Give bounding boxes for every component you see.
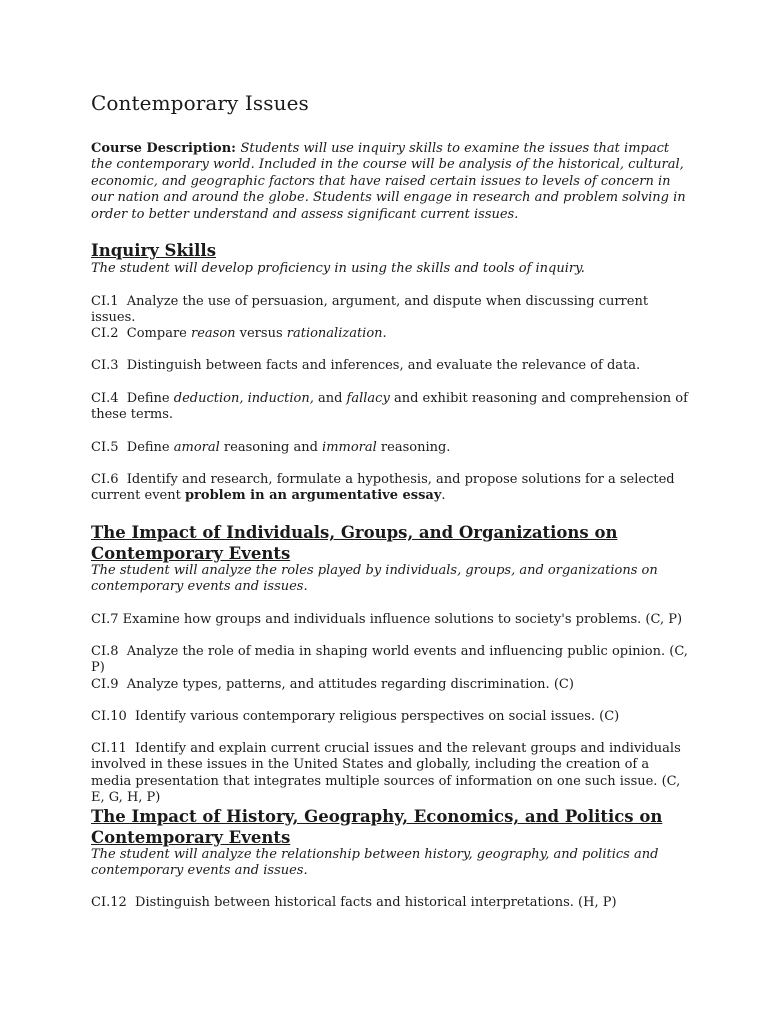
standard-text: Examine how groups and individuals influence solutions to society's problems. (C, P) (122, 612, 683, 627)
course-description-colon: : (231, 141, 241, 156)
section-intro-history-geography: The student will analyze the relationship between history, geography, and politics and contemporary events and issues. (91, 847, 659, 879)
document-title: Contemporary Issues (91, 91, 309, 115)
standard-text: versus (235, 326, 287, 341)
standard-code: CI.4 (91, 391, 119, 406)
standard-text: Distinguish between historical facts and historical interpretations. (H, P) (135, 895, 617, 910)
standard-ci12 (91, 895, 691, 911)
standard-ci1 (91, 294, 691, 327)
standard-text: Identify various contemporary religious perspectives on social issues. (C) (135, 709, 620, 724)
section-heading-history-geography: The Impact of History, Geography, Economics, and Politics on Contemporary Events (91, 807, 663, 847)
standard-text: and (313, 391, 347, 406)
standard-ci8 (91, 644, 691, 677)
standard-text: Define (126, 440, 174, 455)
course-description (91, 141, 691, 223)
standard-text: Distinguish between facts and inferences, and evaluate the relevance of data. (126, 358, 641, 373)
standard-text: Define (126, 391, 174, 406)
standard-text: . (441, 488, 446, 504)
standard-ci9 (91, 677, 691, 693)
standard-emphasis: fallacy (346, 391, 390, 406)
standard-text: reasoning. (376, 440, 451, 455)
standard-emphasis: reason (190, 326, 236, 341)
standard-text: Analyze the role of media in shaping world events and influencing public opinion. (C, P) (91, 644, 688, 676)
standard-code: CI.11 (91, 741, 127, 756)
standard-code: CI.5 (91, 440, 119, 455)
standard-code: CI.3 (91, 358, 119, 373)
standard-code: CI.6 (91, 472, 119, 487)
standard-text: Analyze types, patterns, and attitudes regarding discrimination. (C) (126, 677, 574, 692)
standard-code: CI.7 (91, 612, 119, 627)
standard-code: CI.1 (91, 294, 119, 309)
standard-text: . (382, 326, 387, 341)
course-description-text: Students will use inquiry skills to examine the issues that impact the contemporary world. Included in the course will be analysis of the historical, cultural, economic, and geographic factors that have raised certain issues to levels of concern in our nation and around the globe. Students will engage in research and problem solving in order to better understand and assess significant current issues. (91, 141, 686, 222)
standard-ci2 (91, 326, 691, 342)
standard-code: CI.8 (91, 644, 119, 659)
standard-text: Analyze the use of persuasion, argument, and dispute when discussing current issues. (91, 294, 649, 326)
standard-ci3 (91, 358, 691, 374)
section-heading-individuals-groups: The Impact of Individuals, Groups, and Organizations on Contemporary Events (91, 523, 618, 563)
standard-emphasis: amoral (173, 440, 220, 455)
standard-ci4 (91, 391, 691, 424)
standard-text: Compare (126, 326, 191, 341)
standard-emphasis: immoral (322, 440, 377, 455)
standard-code: CI.12 (91, 895, 127, 910)
section-intro-inquiry-skills: The student will develop proficiency in using the skills and tools of inquiry. (91, 261, 585, 276)
standard-ci10 (91, 709, 691, 725)
standard-ci11 (91, 741, 691, 807)
standard-emphasis: deduction, induction, (173, 391, 314, 406)
standard-text: reasoning and (219, 440, 323, 455)
section-intro-individuals-groups: The student will analyze the roles played by individuals, groups, and organizations on contemporary events and issues. (91, 563, 658, 595)
standard-ci6 (91, 472, 691, 505)
standard-code: CI.9 (91, 677, 119, 692)
standard-code: CI.2 (91, 326, 119, 341)
course-description-label: Course Description (91, 141, 232, 156)
standard-text: Identify and explain current crucial issues and the relevant groups and individuals involved in these issues in the United States and globally, including the creation of a media presentation that integrates multiple sources of information on one such issue. (C, E, G, H, P) (91, 741, 681, 806)
standard-code: CI.10 (91, 709, 127, 724)
standard-ci5 (91, 440, 691, 456)
standard-text: Identify and research, formulate a hypothesis, and propose solutions for a selected current event (91, 472, 675, 504)
standard-text: and exhibit reasoning and comprehension of these terms. (91, 391, 688, 423)
standard-emphasis: rationalization (286, 326, 383, 341)
section-heading-inquiry-skills: Inquiry Skills (91, 241, 216, 260)
standard-ci7 (91, 612, 691, 628)
standard-bold-text: problem in an argumentative essay (184, 488, 442, 504)
